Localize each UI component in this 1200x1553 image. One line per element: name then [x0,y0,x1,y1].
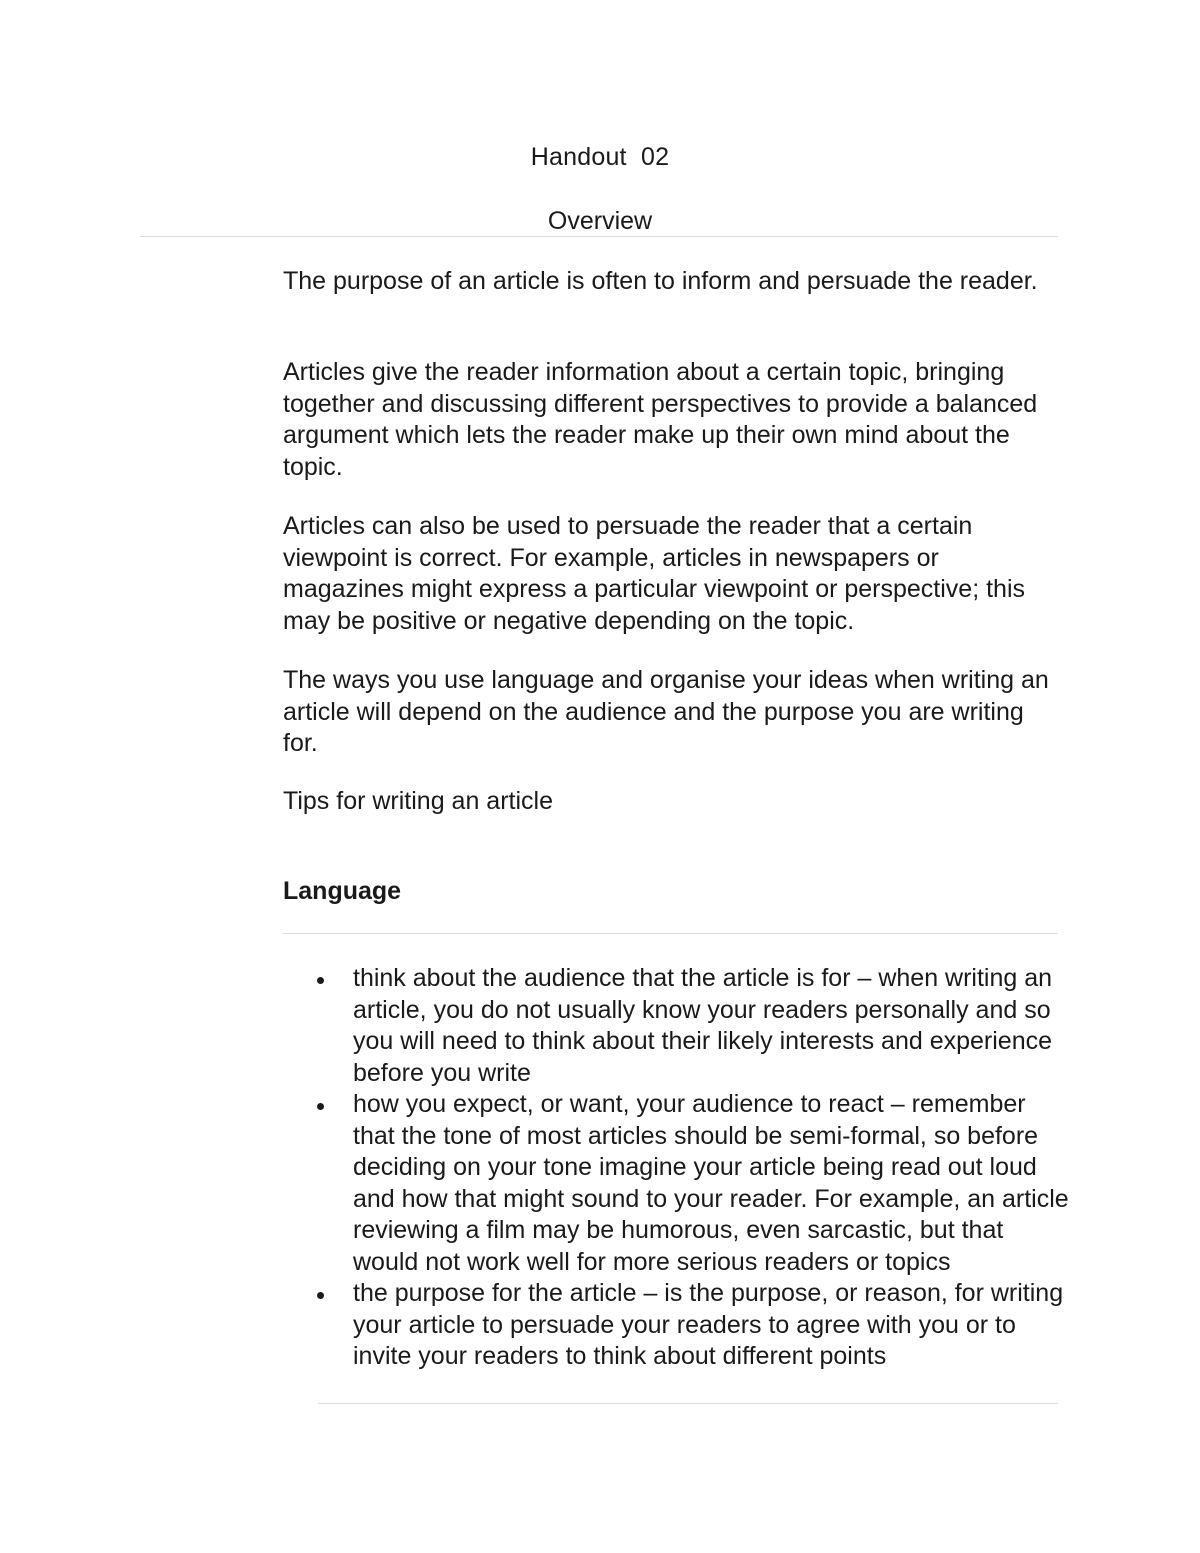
document-title: Handout 02 [530,143,670,171]
overview-divider [140,236,1058,237]
list-item [313,963,1073,1089]
language-divider [283,933,1058,934]
bullet-icon [317,1103,324,1110]
paragraph-tips: Tips for writing an article [283,787,553,815]
section-heading-language: Language [283,877,402,905]
bullet-text: how you expect, or want, your audience to react – remember that the tone of most articles should be semi-formal, so before deciding on your tone imagine your article being read out loud and how that might sound to your reader. For example, an article reviewing a film may be humorous, even sarcastic, but that would not work well for more serious readers or topics [353,1090,1069,1276]
paragraph-persuade: Articles can also be used to persuade the reader that a certain viewpoint is correct. For example, articles in newspapers or magazines might express a particular viewpoint or perspective; this may be positive or negative depending on the topic. [283,512,1026,635]
list-item [313,1089,1073,1278]
bullet-icon [317,1292,324,1299]
paragraph-information: Articles give the reader information about a certain topic, bringing together and discussing different perspectives to provide a balanced argument which lets the reader make up their own mind about the topic. [283,358,1038,481]
bullet-icon [317,977,324,984]
bullet-text: the purpose for the article – is the purpose, or reason, for writing your article to persuade your readers to agree with you or to invite your readers to think about different points [353,1279,1064,1370]
paragraph-purpose: The purpose of an article is often to inform and persuade the reader. [283,267,1038,295]
bullet-text: think about the audience that the article is for – when writing an article, you do not usually know your readers personally and so you will need to think about their likely interests and experience before you write [353,964,1053,1087]
paragraph-language-ideas: The ways you use language and organise your ideas when writing an article will depend on the audience and the purpose you are writing for. [283,666,1049,757]
bullet-list [313,963,1073,1373]
list-item [313,1278,1073,1373]
page-bottom-divider [318,1403,1058,1404]
document-subtitle: Overview [547,207,653,235]
